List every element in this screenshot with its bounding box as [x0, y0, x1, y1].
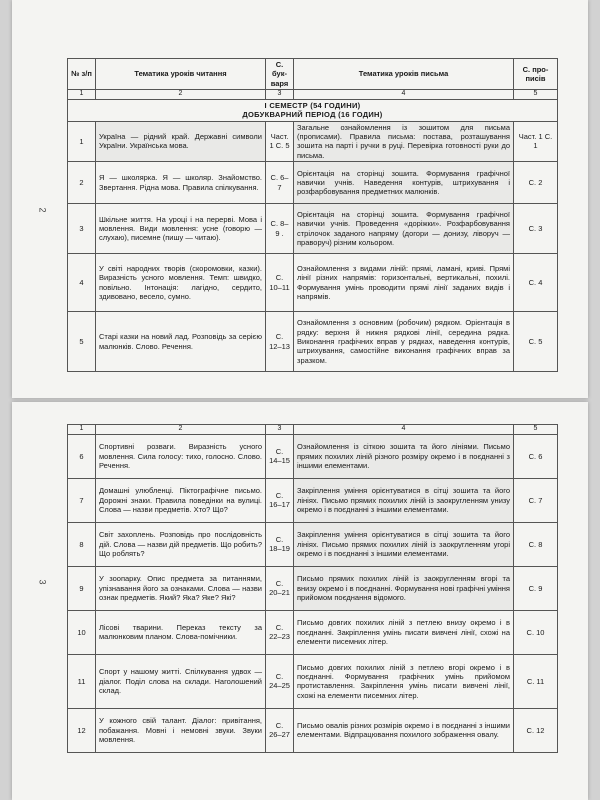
writing-topic: Загальне ознайомлення із зошитом для письма (прописами). Правила письма: постава, розташування зошита на парті і ручки в руці. Перевірка готовності руки до письма.: [294, 121, 514, 162]
reading-topic: Світ захоплень. Розповідь про послідовність дій. Слова — назви дій предметів. Що робить? Що роблять?: [96, 522, 266, 566]
table-row: [68, 566, 558, 610]
column-number-row: [68, 425, 558, 435]
row-number: 3: [68, 204, 96, 254]
writing-topic: Закріплення уміння орієнтуватися в сітці зошита та його лініях. Письмо прямих похилих ліній із заокругленням унизу окремо і в поєднанні з іншими елементами.: [294, 478, 514, 522]
primer-page: С. 16–17: [266, 478, 294, 522]
header-reading-topics: Тематика уроків читання: [96, 59, 266, 90]
reading-topic: У світі народних творів (скоромовки, казки). Виразність усного мовлення. Темп: швидко, повільно. Інтонація: лагідно, сердито, здивовано, весело, сумно.: [96, 254, 266, 312]
writing-topic: Ознайомлення із сіткою зошита та його лініями. Письмо прямих похилих ліній різного розміру окремо і в поєднанні з іншими елементами.: [294, 434, 514, 478]
reading-topic: Домашні улюбленці. Піктографічне письмо. Дорожні знаки. Правила поведінки на вулиці. Слова — назви предметів. Хто? Що?: [96, 478, 266, 522]
copybook-page: С. 9: [514, 566, 558, 610]
row-number: 4: [68, 254, 96, 312]
row-number: 5: [68, 312, 96, 372]
reading-topic: Я — школярка. Я — школяр. Знайомство. Звертання. Рідна мова. Правила спілкування.: [96, 162, 266, 204]
column-number: 3: [266, 90, 294, 100]
copybook-page: С. 8: [514, 522, 558, 566]
table-row: [68, 434, 558, 478]
copybook-page: С. 3: [514, 204, 558, 254]
reading-topic: Старі казки на новий лад. Розповідь за серією малюнків. Слово. Речення.: [96, 312, 266, 372]
bottom-page: [12, 402, 588, 800]
writing-topic: Ознайомлення з видами ліній: прямі, ламані, криві. Прямі лінії різних напрямів: горизонтальні, вертикальні, похилі. Формування умінь проводити прямі лінії заданих видів і напрямів.: [294, 254, 514, 312]
copybook-page: С. 11: [514, 654, 558, 708]
primer-page: С. 10–11: [266, 254, 294, 312]
header-number: № з/п: [68, 59, 96, 90]
row-number: 7: [68, 478, 96, 522]
table-row: [68, 708, 558, 752]
row-number: 6: [68, 434, 96, 478]
primer-page: С. 22–23: [266, 610, 294, 654]
copybook-page: С. 10: [514, 610, 558, 654]
page-number: 2: [37, 207, 48, 213]
writing-topic: Закріплення уміння орієнтуватися в сітці зошита та його лініях. Письмо прямих похилих ліній із заокругленням угорі окремо і в поєднанні з іншими елементами.: [294, 522, 514, 566]
column-number: 2: [96, 90, 266, 100]
copybook-page: С. 4: [514, 254, 558, 312]
copybook-page: Част. 1 С. 1: [514, 121, 558, 162]
writing-topic: Письмо прямих похилих ліній із заокругленням вгорі та внизу окремо і в поєднанні. Формування нові графічні уміння прийомом поєднання відомого.: [294, 566, 514, 610]
table-row: [68, 204, 558, 254]
primer-page: С. 24–25: [266, 654, 294, 708]
row-number: 9: [68, 566, 96, 610]
page-number: 3: [37, 579, 48, 585]
column-number: 2: [96, 425, 266, 435]
table-row: [68, 254, 558, 312]
table-row: [68, 162, 558, 204]
reading-topic: У кожного свій талант. Діалог: привітання, побажання. Мовні і немовні звуки. Звуки мовлення.: [96, 708, 266, 752]
table-row: [68, 522, 558, 566]
writing-topic: Письмо овалів різних розмірів окремо і в поєднанні з іншими елементами. Відпрацювання похилого зображення овалу.: [294, 708, 514, 752]
writing-topic: Орієнтація на сторінці зошита. Формування графічної навички учнів. Проведення «доріжки». Розфарбовування стрілочок заданого напряму (догори — донизу, ліворуч — праворуч) різним кольором.: [294, 204, 514, 254]
writing-topic: Письмо довгих похилих ліній з петлею вгорі окремо і в поєднанні. Формування графічних умінь прийомом протиставлення. Закріплення умінь писати вивчені лінії, схожі на елементи писемних літер.: [294, 654, 514, 708]
row-number: 10: [68, 610, 96, 654]
column-number: 4: [294, 425, 514, 435]
header-copybook-page: С. про-писів: [514, 59, 558, 90]
table-row: [68, 610, 558, 654]
period-title: ДОБУКВАРНИЙ ПЕРІОД (16 ГОДИН): [242, 110, 383, 120]
column-number-row: [68, 90, 558, 100]
reading-topic: Спорт у нашому житті. Спілкування удвох — діалог. Поділ слова на склади. Наголошений склад.: [96, 654, 266, 708]
column-number: 5: [514, 90, 558, 100]
column-number: 5: [514, 425, 558, 435]
row-number: 2: [68, 162, 96, 204]
primer-page: С. 6–7: [266, 162, 294, 204]
table-row: [68, 478, 558, 522]
primer-page: С. 26–27: [266, 708, 294, 752]
primer-page: С. 14–15: [266, 434, 294, 478]
row-number: 11: [68, 654, 96, 708]
table-row: [68, 312, 558, 372]
top-page: [12, 0, 588, 398]
primer-page: С. 18–19: [266, 522, 294, 566]
copybook-page: С. 12: [514, 708, 558, 752]
row-number: 12: [68, 708, 96, 752]
reading-topic: Україна — рідний край. Державні символи України. Українська мова.: [96, 121, 266, 162]
table-row: [68, 654, 558, 708]
header-writing-topics: Тематика уроків письма: [294, 59, 514, 90]
reading-topic: Шкільне життя. На уроці і на перерві. Мова і мовлення. Види мовлення: усне (говорю — слухаю), писемне (пишу — читаю).: [96, 204, 266, 254]
writing-topic: Письмо довгих похилих ліній з петлею внизу окремо і в поєднанні. Закріплення умінь писати вивчені лінії, схожі на елементи писемних літер.: [294, 610, 514, 654]
reading-topic: У зоопарку. Опис предмета за питаннями, упізнавання його за ознаками. Слова — назви ознак предметів. Який? Яка? Яке? Які?: [96, 566, 266, 610]
semester-row: [68, 99, 558, 121]
column-number: 1: [68, 90, 96, 100]
column-number: 1: [68, 425, 96, 435]
row-number: 1: [68, 121, 96, 162]
header-primer-page: С. бук-варя: [266, 59, 294, 90]
table-row: [68, 121, 558, 162]
lesson-plan-table-bottom: [67, 424, 558, 753]
reading-topic: Спортивні розваги. Виразність усного мовлення. Сила голосу: тихо, голосно. Слово. Речення.: [96, 434, 266, 478]
copybook-page: С. 6: [514, 434, 558, 478]
table-header-row: [68, 59, 558, 90]
column-number: 3: [266, 425, 294, 435]
semester-cell: [68, 99, 558, 121]
primer-page: С. 8–9 .: [266, 204, 294, 254]
writing-topic: Орієнтація на сторінці зошита. Формування графічної навички учнів. Наведення контурів, штрихування і розфарбовування предметних малюнків.: [294, 162, 514, 204]
copybook-page: С. 7: [514, 478, 558, 522]
reading-topic: Лісові тварини. Переказ тексту за малюнковим планом. Слова-помічники.: [96, 610, 266, 654]
copybook-page: С. 2: [514, 162, 558, 204]
semester-title: І СЕМЕСТР (54 ГОДИНИ): [264, 100, 361, 110]
column-number: 4: [294, 90, 514, 100]
primer-page: С. 12–13: [266, 312, 294, 372]
primer-page: С. 20–21: [266, 566, 294, 610]
primer-page: Част. 1 С. 5: [266, 121, 294, 162]
row-number: 8: [68, 522, 96, 566]
copybook-page: С. 5: [514, 312, 558, 372]
writing-topic: Ознайомлення з основним (робочим) рядком. Орієнтація в рядку: верхня й нижня рядкові лінії, середина рядка. Виконання графічних вправ у рядках, наведення контурів, штрихування, самостійне виконання графічних вправ за зразком.: [294, 312, 514, 372]
lesson-plan-table-top: [67, 58, 558, 372]
